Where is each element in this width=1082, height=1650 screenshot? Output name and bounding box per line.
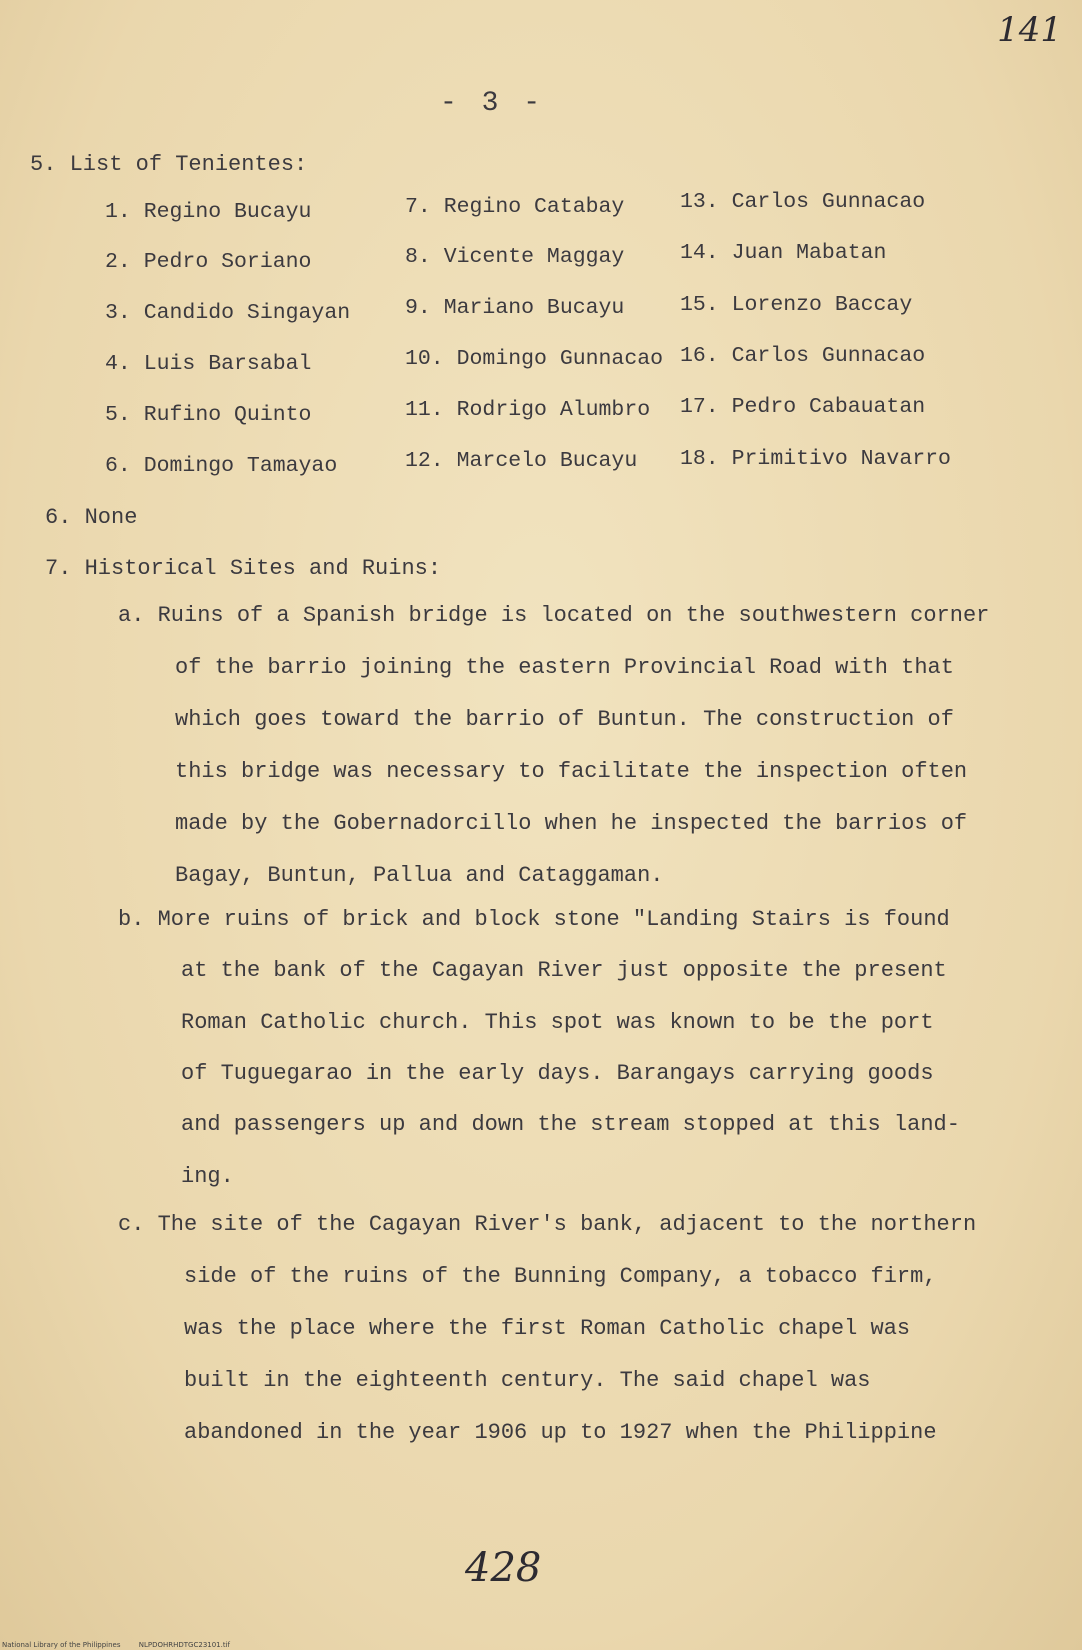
- footer-institution: National Library of the Philippines: [2, 1641, 121, 1649]
- teniente-name: 7. Regino Catabay: [405, 195, 625, 219]
- teniente-name: 16. Carlos Gunnacao: [680, 344, 926, 368]
- teniente-name: 9. Mariano Bucayu: [405, 296, 625, 320]
- paragraph-line: at the bank of the Cagayan River just opposite the present: [181, 958, 947, 983]
- teniente-name: 13. Carlos Gunnacao: [680, 190, 926, 214]
- paragraph-line: ing.: [181, 1164, 234, 1189]
- paragraph-line: a. Ruins of a Spanish bridge is located on the southwestern corner: [118, 603, 990, 628]
- teniente-name: 10. Domingo Gunnacao: [405, 347, 664, 371]
- scan-footer: [2, 1641, 246, 1649]
- paragraph-line: of the barrio joining the eastern Provincial Road with that: [175, 655, 954, 680]
- teniente-name: 14. Juan Mabatan: [680, 241, 887, 265]
- teniente-name: 15. Lorenzo Baccay: [680, 293, 913, 317]
- item-6: 6. None: [45, 505, 138, 530]
- teniente-name: 17. Pedro Cabauatan: [680, 395, 926, 419]
- teniente-name: 3. Candido Singayan: [105, 301, 351, 325]
- item-7-heading: 7. Historical Sites and Ruins:: [45, 556, 442, 581]
- paragraph-line: made by the Gobernadorcillo when he inspected the barrios of: [175, 811, 968, 836]
- teniente-name: 12. Marcelo Bucayu: [405, 449, 638, 473]
- list-heading: 5. List of Tenientes:: [30, 152, 308, 177]
- paragraph-line: c. The site of the Cagayan River's bank, adjacent to the northern: [118, 1212, 977, 1237]
- paragraph-line: built in the eighteenth century. The said chapel was: [184, 1368, 871, 1393]
- paragraph-line: which goes toward the barrio of Buntun. The construction of: [175, 707, 954, 732]
- page-label: - 3 -: [440, 88, 545, 119]
- paragraph-line: side of the ruins of the Bunning Company, a tobacco firm,: [184, 1264, 937, 1289]
- paragraph-line: Bagay, Buntun, Pallua and Cataggaman.: [175, 863, 664, 888]
- teniente-name: 11. Rodrigo Alumbro: [405, 398, 651, 422]
- teniente-name: 1. Regino Bucayu: [105, 200, 312, 224]
- teniente-name: 5. Rufino Quinto: [105, 403, 312, 427]
- teniente-name: 8. Vicente Maggay: [405, 245, 625, 269]
- teniente-name: 6. Domingo Tamayao: [105, 454, 338, 478]
- paragraph-line: was the place where the first Roman Catholic chapel was: [184, 1316, 911, 1341]
- paragraph-line: b. More ruins of brick and block stone "Landing Stairs is found: [118, 907, 950, 932]
- archive-number: 141: [997, 10, 1062, 50]
- teniente-name: 2. Pedro Soriano: [105, 250, 312, 274]
- paragraph-line: of Tuguegarao in the early days. Barangays carrying goods: [181, 1061, 934, 1086]
- teniente-name: 18. Primitivo Navarro: [680, 447, 951, 471]
- teniente-name: 4. Luis Barsabal: [105, 352, 312, 376]
- paragraph-line: this bridge was necessary to facilitate the inspection often: [175, 759, 968, 784]
- paragraph-line: abandoned in the year 1906 up to 1927 when the Philippine: [184, 1420, 937, 1445]
- footer-file-id: NLPDOHRHDTGC23101.tif: [138, 1641, 231, 1649]
- paragraph-line: Roman Catholic church. This spot was known to be the port: [181, 1010, 934, 1035]
- handwritten-page-number: 428: [465, 1545, 542, 1591]
- paragraph-line: and passengers up and down the stream stopped at this land-: [181, 1112, 960, 1137]
